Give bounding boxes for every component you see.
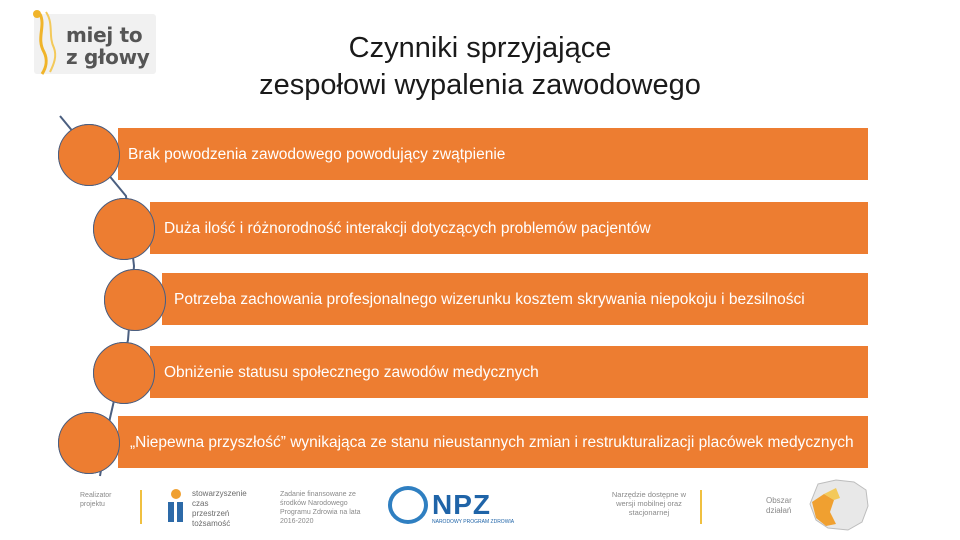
factor-bar-3 (162, 273, 868, 325)
factor-text-2: Duża ilość i różnorodność interakcji dotyczących problemów pacjentów (164, 219, 651, 237)
czas-logo-icon (164, 488, 188, 524)
czas-line-2: czas (192, 499, 209, 508)
bullet-circle-4 (93, 342, 155, 404)
footer-area: Obszar działań (766, 496, 792, 515)
npz-logo-text: NPZ (432, 489, 491, 520)
brand-logo-line-2: z głowy (66, 45, 150, 69)
factor-text-3: Potrzeba zachowania profesjonalnego wizerunku kosztem skrywania niepokoju i bezsilności (174, 290, 805, 308)
factor-bar-5 (118, 416, 868, 468)
factor-text-4: Obniżenie statusu społecznego zawodów medycznych (164, 363, 539, 381)
factor-bar-4 (150, 346, 868, 398)
factor-bar-2 (150, 202, 868, 254)
footer-tool-availability: Narzędzie dostępne w wersji mobilnej oraz stacjonarnej (611, 490, 687, 517)
footer-funding: Zadanie finansowane ze środków Narodowego Programu Zdrowia na lata 2016-2020 (280, 491, 361, 525)
bullet-circle-3 (104, 269, 166, 331)
czas-line-1: stowarzyszenie (192, 489, 247, 498)
czas-logo-text (192, 489, 247, 529)
npz-logo-icon (388, 486, 428, 524)
czas-line-3: przestrzeń (192, 509, 230, 518)
factor-text-1: Brak powodzenia zawodowego powodujący zwątpienie (128, 145, 506, 163)
factor-text-5: „Niepewna przyszłość” wynikająca ze stanu nieustannych zmian i restrukturalizacji placówek medycznych (130, 433, 854, 451)
bullet-circle-2 (93, 198, 155, 260)
npz-logo-subtext: NARODOWY PROGRAM ZDROWIA (432, 519, 515, 525)
bullet-circle-1 (58, 124, 120, 186)
poland-map-icon (806, 476, 872, 532)
footer-separator-1 (140, 490, 142, 524)
brand-logo-line-1: miej to (66, 23, 143, 47)
page-title-line-2: zespołowi wypalenia zawodowego (259, 69, 701, 101)
footer-realizator: Realizator projektu (80, 492, 112, 508)
page-title-line-1: Czynniki sprzyjające (348, 32, 612, 64)
footer-separator-2 (700, 490, 702, 524)
czas-line-4: tożsamość (192, 519, 231, 528)
bullet-circle-5 (58, 412, 120, 474)
factor-bar-1 (118, 128, 868, 180)
